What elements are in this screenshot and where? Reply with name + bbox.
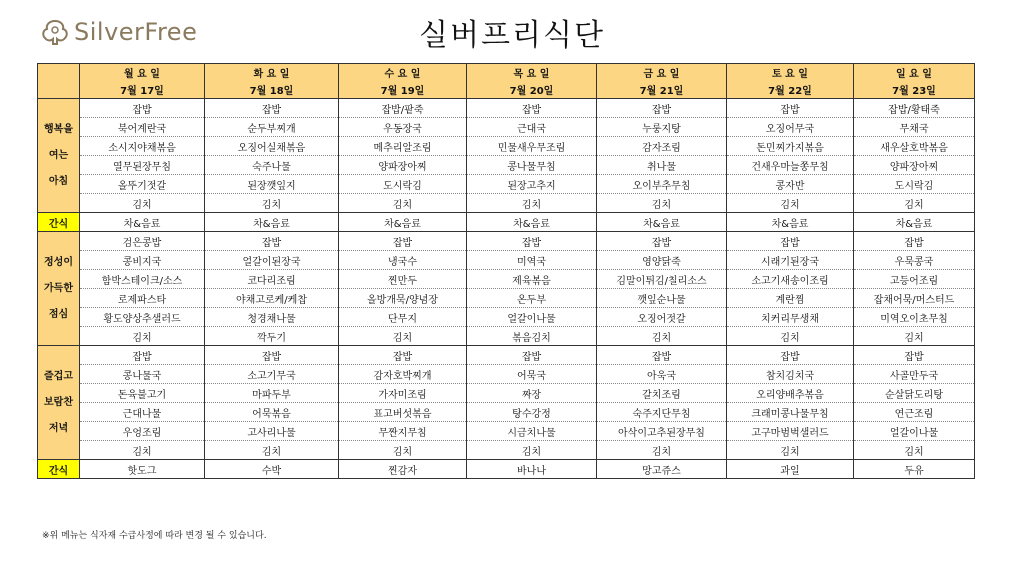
menu-item: 오이부추무침 [597,175,727,194]
menu-item: 콩비지국 [80,251,205,270]
menu-item: 콩나물국 [80,365,205,384]
menu-item: 고등어조림 [854,270,975,289]
menu-row [38,346,975,365]
menu-item: 잡밥 [597,99,727,118]
menu-item: 도시락김 [854,175,975,194]
page-title: 실버프리식단 [419,18,605,53]
menu-item: 찐만두 [339,270,467,289]
menu-item: 숙주지단무침 [597,403,727,422]
menu-item: 잡밥 [80,346,205,365]
menu-item: 오징어실채볶음 [205,137,339,156]
menu-item: 로제파스타 [80,289,205,308]
meal-label-line: 저녁 [48,422,69,434]
menu-item: 차&음료 [854,213,975,232]
menu-item: 된장깻잎지 [205,175,339,194]
menu-item: 잡밥 [339,232,467,251]
day-name-header: 토 요 일 [727,64,854,82]
menu-row [38,118,975,137]
menu-item: 잡밥/팥죽 [339,99,467,118]
menu-item: 깻잎순나물 [597,289,727,308]
menu-item: 잡밥 [80,99,205,118]
day-name-header: 금 요 일 [597,64,727,82]
logo-text: SilverFree [74,18,198,46]
menu-item: 아삭이고추된장무침 [597,422,727,441]
menu-row [38,137,975,156]
day-date-header: 7월 18일 [205,81,339,99]
menu-item: 어묵볶음 [205,403,339,422]
menu-item: 시금치나물 [467,422,597,441]
day-date-header: 7월 22일 [727,81,854,99]
day-name-header: 화 요 일 [205,64,339,82]
menu-item: 시래기된장국 [727,251,854,270]
menu-item: 고구마범벅샐러드 [727,422,854,441]
menu-item: 청경채나물 [205,308,339,327]
menu-item: 김치 [339,327,467,346]
weekly-menu-table [37,63,975,479]
meal-label [38,346,80,460]
menu-item: 김치 [597,441,727,460]
menu-item: 제육볶음 [467,270,597,289]
menu-item: 크래미콩나물무침 [727,403,854,422]
day-name-header: 목 요 일 [467,64,597,82]
menu-item: 사골만두국 [854,365,975,384]
menu-item: 코다리조림 [205,270,339,289]
menu-item: 과일 [727,460,854,479]
menu-item: 오징어무국 [727,118,854,137]
menu-item: 건새우마늘쫑무침 [727,156,854,175]
menu-item: 김치 [205,194,339,213]
menu-item: 콩자반 [727,175,854,194]
menu-item: 누룽지탕 [597,118,727,137]
menu-item: 잡밥 [597,346,727,365]
menu-item: 참치김치국 [727,365,854,384]
menu-item: 북어계란국 [80,118,205,137]
menu-item: 돈육불고기 [80,384,205,403]
menu-item: 순두부찌개 [205,118,339,137]
menu-item: 아욱국 [597,365,727,384]
menu-item: 우묵콩국 [854,251,975,270]
menu-item: 잡밥 [854,232,975,251]
menu-item: 표고버섯볶음 [339,403,467,422]
menu-row [38,327,975,346]
menu-item: 우동장국 [339,118,467,137]
menu-item: 김치 [727,327,854,346]
menu-item: 잡밥 [467,346,597,365]
menu-item: 돈민찌가지볶음 [727,137,854,156]
menu-item: 김치 [727,441,854,460]
snack-row [38,460,975,479]
meal-label-line: 가득한 [44,282,73,294]
meal-label-line: 점심 [48,308,69,320]
menu-item: 어묵국 [467,365,597,384]
menu-item: 잡밥 [205,99,339,118]
menu-item: 수박 [205,460,339,479]
menu-item: 김치 [727,194,854,213]
menu-item: 김치 [205,441,339,460]
menu-item: 올방개묵/양념장 [339,289,467,308]
menu-body [38,99,975,479]
menu-item: 찐감자 [339,460,467,479]
day-name-header: 수 요 일 [339,64,467,82]
menu-row [38,422,975,441]
menu-item: 짜장 [467,384,597,403]
menu-item: 김치 [80,194,205,213]
menu-row [38,403,975,422]
menu-item: 잡밥 [597,232,727,251]
menu-item: 감자조림 [597,137,727,156]
menu-item: 잡밥 [205,346,339,365]
menu-item: 얼갈이나물 [467,308,597,327]
menu-item: 양파장아찌 [854,156,975,175]
menu-item: 새우살호박볶음 [854,137,975,156]
menu-item: 올뚜기젓갈 [80,175,205,194]
day-name-row [38,64,975,82]
menu-item: 탕수강정 [467,403,597,422]
menu-item: 김치 [80,327,205,346]
menu-item: 순살닭도리탕 [854,384,975,403]
meal-label-line: 즐겁고 [44,370,73,382]
menu-item: 잡밥 [854,346,975,365]
menu-item: 잡밥 [339,346,467,365]
menu-item: 근대국 [467,118,597,137]
menu-row [38,270,975,289]
menu-item: 김치 [80,441,205,460]
menu-row [38,232,975,251]
menu-item: 함박스테이크/소스 [80,270,205,289]
menu-item: 차&음료 [597,213,727,232]
meal-label-line: 여는 [48,149,69,161]
menu-item: 냉국수 [339,251,467,270]
day-name-header: 일 요 일 [854,64,975,82]
menu-item: 김치 [339,194,467,213]
menu-item: 깍두기 [205,327,339,346]
meal-label [38,232,80,346]
menu-item: 차&음료 [727,213,854,232]
menu-item: 김치 [339,441,467,460]
meal-label-line: 행복을 [44,123,73,135]
menu-item: 잡밥/황태죽 [854,99,975,118]
menu-item: 차&음료 [339,213,467,232]
menu-item: 가자미조림 [339,384,467,403]
meal-label-line: 간식 [48,465,69,477]
menu-item: 잡밥 [205,232,339,251]
menu-item: 김치 [597,327,727,346]
menu-item: 마파두부 [205,384,339,403]
menu-item: 민물새우무조림 [467,137,597,156]
menu-item: 취나물 [597,156,727,175]
meal-label [38,99,80,213]
corner-cell [38,64,80,99]
menu-row [38,251,975,270]
menu-item: 소고기새송이조림 [727,270,854,289]
menu-item: 황도양상추샐러드 [80,308,205,327]
day-date-header: 7월 23일 [854,81,975,99]
menu-item: 무짠지무침 [339,422,467,441]
menu-item: 망고쥬스 [597,460,727,479]
menu-item: 볶음김치 [467,327,597,346]
snack-row [38,213,975,232]
menu-item: 차&음료 [80,213,205,232]
menu-item: 차&음료 [467,213,597,232]
menu-item: 잡밥 [727,232,854,251]
menu-item: 잡밥 [467,232,597,251]
menu-item: 잡밥 [727,346,854,365]
menu-item: 미역국 [467,251,597,270]
menu-row [38,441,975,460]
menu-row [38,99,975,118]
menu-item: 김치 [467,194,597,213]
menu-row [38,365,975,384]
menu-item: 감자호박찌개 [339,365,467,384]
menu-item: 잡채어묵/머스터드 [854,289,975,308]
menu-item: 김말이튀김/칠리소스 [597,270,727,289]
menu-item: 열무된장무침 [80,156,205,175]
meal-label-line: 정성이 [44,256,73,268]
menu-item: 메추리알조림 [339,137,467,156]
menu-item: 김치 [467,441,597,460]
menu-item: 고사리나물 [205,422,339,441]
menu-item: 숙주나물 [205,156,339,175]
menu-item: 된장고추지 [467,175,597,194]
snack-label [38,213,80,232]
menu-item: 온두부 [467,289,597,308]
menu-item: 잡밥 [727,99,854,118]
menu-item: 치커리무생채 [727,308,854,327]
menu-item: 검은콩밥 [80,232,205,251]
menu-item: 계란찜 [727,289,854,308]
menu-item: 무채국 [854,118,975,137]
menu-row [38,289,975,308]
meal-label-line: 아침 [48,175,69,187]
day-name-header: 월 요 일 [80,64,205,82]
menu-item: 우엉조림 [80,422,205,441]
menu-item: 오징어젓갈 [597,308,727,327]
menu-item: 단무지 [339,308,467,327]
menu-item: 얼갈이나물 [854,422,975,441]
menu-item: 영양닭죽 [597,251,727,270]
menu-item: 김치 [854,441,975,460]
menu-row [38,194,975,213]
menu-item: 양파장아찌 [339,156,467,175]
menu-row [38,175,975,194]
menu-item: 얼갈이된장국 [205,251,339,270]
menu-item: 김치 [854,194,975,213]
menu-item: 소시지야채볶음 [80,137,205,156]
menu-item: 김치 [597,194,727,213]
day-date-header: 7월 17일 [80,81,205,99]
menu-item: 김치 [854,327,975,346]
menu-item: 갈치조림 [597,384,727,403]
menu-row [38,308,975,327]
menu-item: 미역오이초무침 [854,308,975,327]
menu-item: 차&음료 [205,213,339,232]
snack-label [38,460,80,479]
menu-item: 야채고로케/케찹 [205,289,339,308]
menu-row [38,156,975,175]
menu-item: 오리양배추볶음 [727,384,854,403]
date-row [38,81,975,99]
menu-item: 콩나물무침 [467,156,597,175]
footer-note: ※위 메뉴는 식자재 수급사정에 따라 변경 될 수 있습니다. [42,531,267,541]
menu-item: 바나나 [467,460,597,479]
day-date-header: 7월 20일 [467,81,597,99]
menu-item: 소고기무국 [205,365,339,384]
menu-row [38,384,975,403]
day-date-header: 7월 21일 [597,81,727,99]
day-date-header: 7월 19일 [339,81,467,99]
meal-label-line: 간식 [48,218,69,230]
meal-label-line: 보람찬 [44,396,73,408]
menu-item: 잡밥 [467,99,597,118]
menu-item: 핫도그 [80,460,205,479]
menu-item: 연근조림 [854,403,975,422]
menu-item: 근대나물 [80,403,205,422]
menu-item: 도시락김 [339,175,467,194]
menu-item: 두유 [854,460,975,479]
